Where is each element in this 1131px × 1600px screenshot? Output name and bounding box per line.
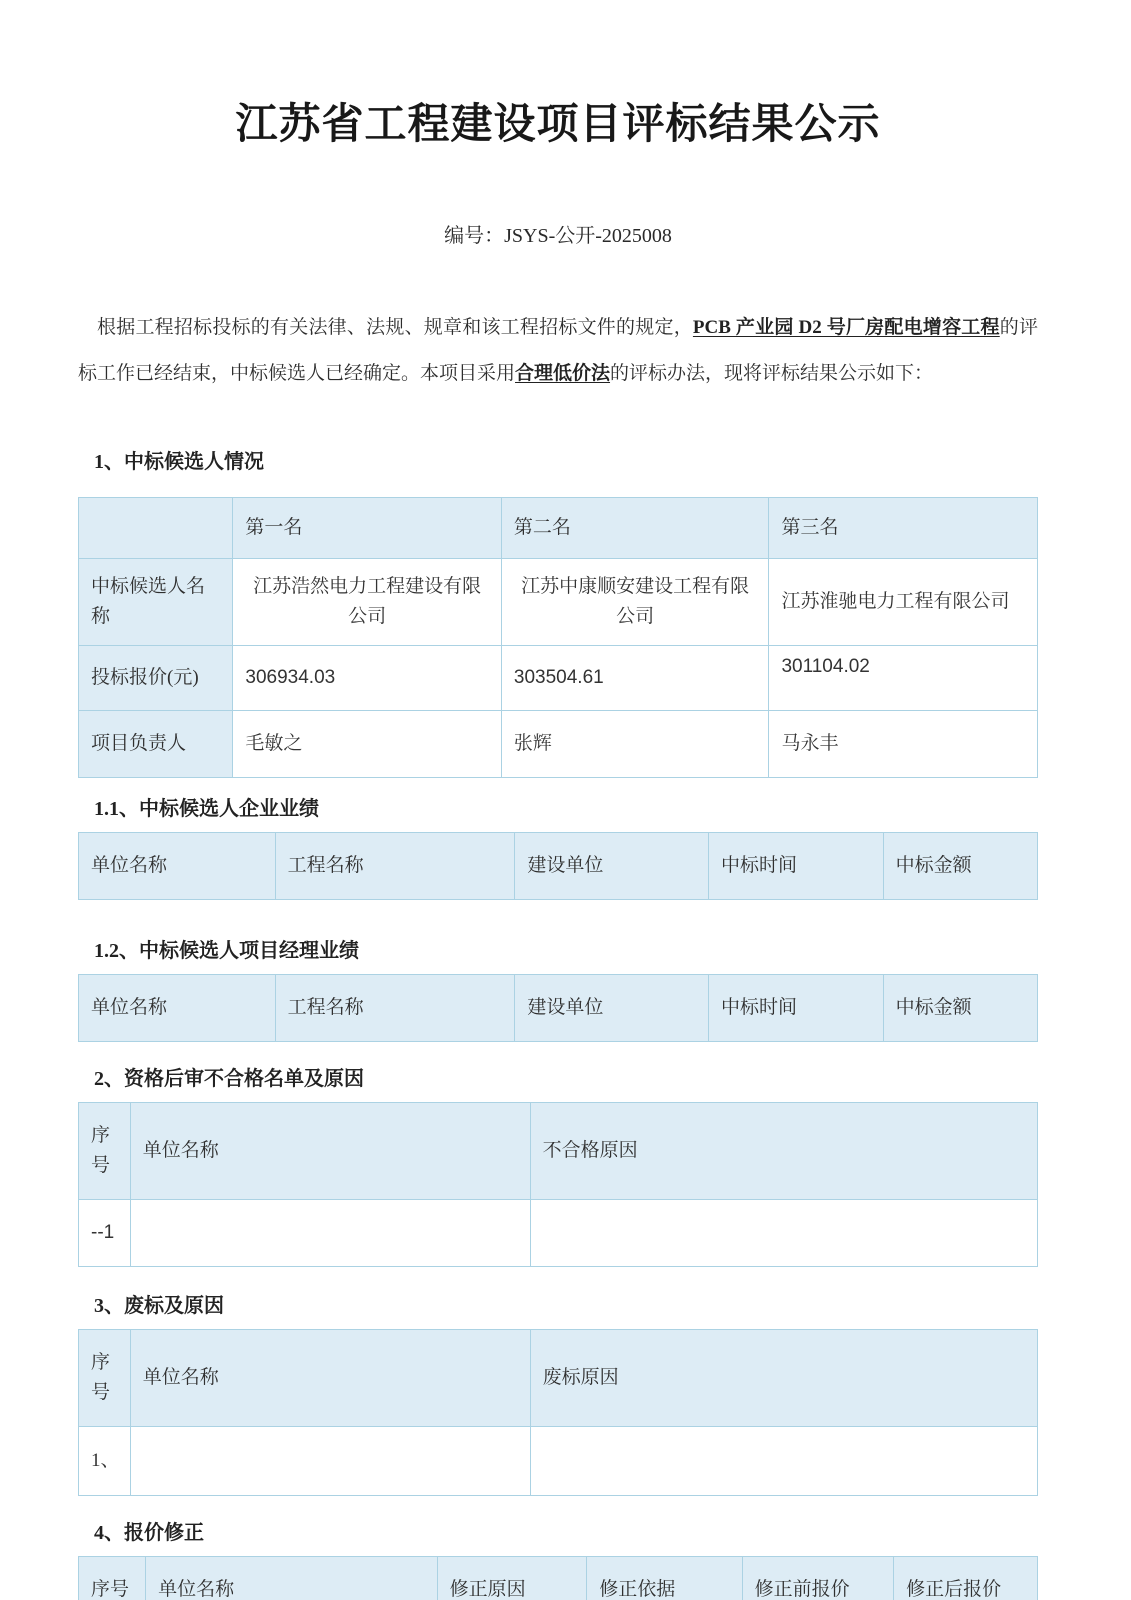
candidate-2-name: 江苏中康顺安建设工程有限公司 (501, 558, 769, 645)
reason-cell (530, 1199, 1037, 1266)
page-title: 江苏省工程建设项目评标结果公示 (235, 102, 881, 148)
bid-price-2: 303504.61 (501, 645, 769, 710)
rejected-bids-table (78, 1329, 1038, 1496)
candidate-name-row (79, 558, 1038, 645)
unit-name-column-header: 单位名称 (130, 1329, 530, 1426)
manager-performance-header-row (79, 974, 1038, 1041)
project-manager-1: 毛敏之 (233, 710, 502, 777)
intro-lead: 根据工程招标投标的有关法律、法规、规章和该工程招标文件的规定， (97, 316, 693, 338)
section-1-1-heading: 1.1、中标候选人企业业绩 (94, 797, 319, 820)
intro-paragraph (78, 305, 1038, 397)
unit-name-column-header: 单位名称 (79, 974, 276, 1041)
unit-name-cell (130, 1199, 530, 1266)
disqualified-data-row (79, 1199, 1038, 1266)
bid-price-3: 301104.02 (769, 645, 1038, 710)
price-correction-header-row (79, 1556, 1038, 1600)
seq-cell: 1、 (79, 1426, 131, 1495)
section-1-2-heading: 1.2、中标候选人项目经理业绩 (94, 939, 359, 962)
project-manager-2: 张辉 (501, 710, 769, 777)
rejected-bids-data-row (79, 1426, 1038, 1495)
award-amount-column-header: 中标金额 (883, 832, 1037, 899)
unit-name-cell (130, 1426, 530, 1495)
unit-name-column-header: 单位名称 (79, 832, 276, 899)
price-correction-table (78, 1556, 1038, 1600)
section-1-heading: 1、中标候选人情况 (94, 450, 264, 473)
document-content (0, 98, 1131, 1600)
intro-tail: 的评标办法，现将评标结果公示如下： (610, 362, 934, 384)
seq-column-header: 序号 (79, 1556, 146, 1600)
bid-price-label: 投标报价(元) (79, 645, 233, 710)
candidate-1-name: 江苏浩然电力工程建设有限公司 (233, 558, 502, 645)
candidate-name-label: 中标候选人名称 (79, 558, 233, 645)
project-name-emphasis: PCB 产业园 D2 号厂房配电增容工程 (692, 316, 1000, 338)
enterprise-performance-table (78, 832, 1038, 900)
award-time-column-header: 中标时间 (709, 974, 884, 1041)
award-time-column-header: 中标时间 (709, 832, 884, 899)
rejected-bids-header-row (79, 1329, 1038, 1426)
intro-mid: 的评标工作已经结束，中标候选人已经确定。本项目采用 (78, 316, 1038, 384)
correction-reason-column-header: 修正原因 (437, 1556, 587, 1600)
section-2-heading: 2、资格后审不合格名单及原因 (94, 1067, 364, 1090)
candidate-3-name: 江苏淮驰电力工程有限公司 (769, 558, 1038, 645)
manager-performance-table (78, 974, 1038, 1042)
evaluation-method-emphasis: 合理低价法 (515, 362, 611, 384)
project-manager-3: 马永丰 (769, 710, 1038, 777)
unit-name-column-header: 单位名称 (130, 1102, 530, 1199)
award-amount-column-header: 中标金额 (883, 974, 1037, 1041)
reason-cell (530, 1426, 1037, 1495)
seq-column-header: 序号 (79, 1102, 131, 1199)
project-manager-row (79, 710, 1038, 777)
bid-price-row (79, 645, 1038, 710)
disqualified-list-table (78, 1102, 1038, 1267)
rank-3-header: 第三名 (769, 497, 1038, 558)
unit-name-column-header: 单位名称 (146, 1556, 438, 1600)
candidates-rank-row (79, 497, 1038, 558)
construction-unit-column-header: 建设单位 (515, 974, 709, 1041)
enterprise-performance-header-row (79, 832, 1038, 899)
disqualify-reason-column-header: 不合格原因 (530, 1102, 1037, 1199)
disqualified-header-row (79, 1102, 1038, 1199)
doc-number: 编号：JSYS-公开-2025008 (444, 224, 672, 247)
project-name-column-header: 工程名称 (275, 832, 515, 899)
correction-basis-column-header: 修正依据 (587, 1556, 742, 1600)
reject-reason-column-header: 废标原因 (530, 1329, 1037, 1426)
construction-unit-column-header: 建设单位 (515, 832, 709, 899)
seq-cell: --1 (79, 1199, 131, 1266)
price-before-column-header: 修正前报价 (742, 1556, 894, 1600)
price-after-column-header: 修正后报价 (894, 1556, 1038, 1600)
project-name-column-header: 工程名称 (275, 974, 515, 1041)
project-manager-label: 项目负责人 (79, 710, 233, 777)
rank-1-header: 第一名 (233, 497, 502, 558)
rank-2-header: 第二名 (501, 497, 769, 558)
section-3-heading: 3、废标及原因 (94, 1294, 224, 1317)
candidates-table (78, 497, 1038, 778)
corner-cell (79, 497, 233, 558)
bid-price-1: 306934.03 (233, 645, 502, 710)
seq-column-header: 序号 (79, 1329, 131, 1426)
section-4-heading: 4、报价修正 (94, 1521, 204, 1544)
